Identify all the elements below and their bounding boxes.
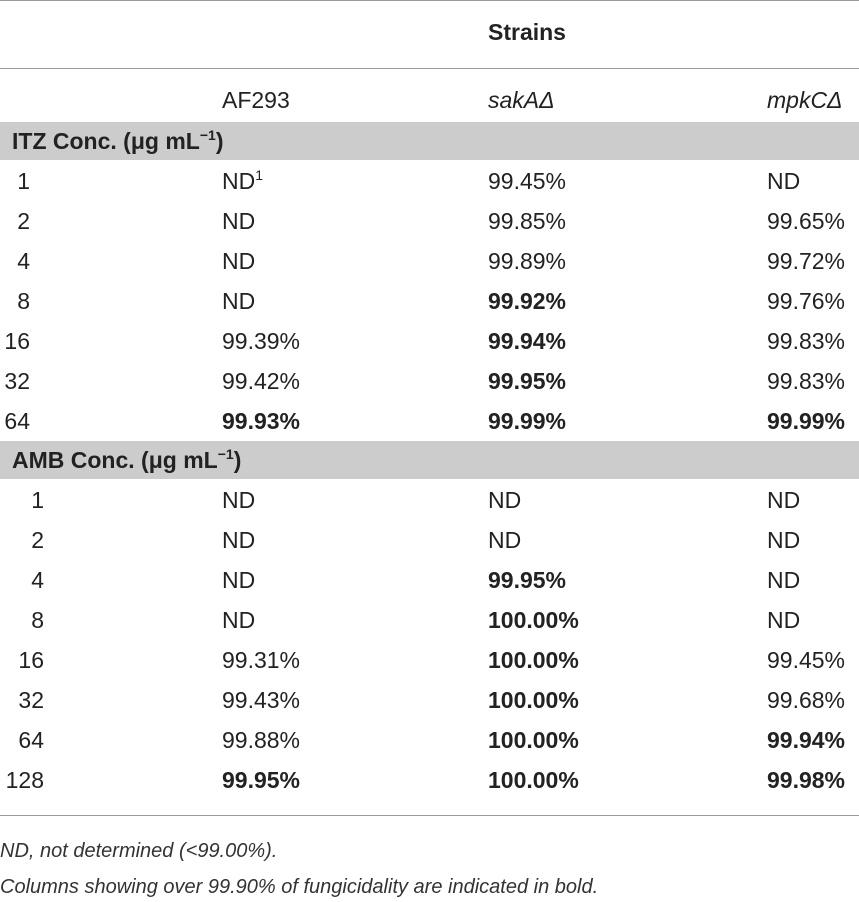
value-cell: ND — [222, 567, 256, 593]
value-cell: 99.88% — [222, 727, 301, 753]
value-cell: ND — [767, 607, 801, 633]
concentration-cell: 32 — [18, 687, 44, 713]
concentration-cell: 1 — [31, 487, 44, 513]
value-cell: 100.00% — [488, 607, 579, 633]
value-cell: 99.85% — [488, 208, 567, 234]
value-cell: 99.92% — [488, 288, 567, 314]
value-cell: 100.00% — [488, 767, 579, 793]
value-cell: 99.65% — [767, 208, 846, 234]
section-label: AMB Conc. (μg $mL^{-1}$) — [12, 446, 242, 473]
concentration-cell: 8 — [31, 607, 44, 633]
value-cell: ND — [488, 487, 522, 513]
value-cell: ND — [222, 208, 256, 234]
value-cell: 99.83% — [767, 328, 846, 354]
concentration-cell: 64 — [18, 727, 44, 753]
value-cell: 99.89% — [488, 248, 567, 274]
value-cell: $ND^1$ — [222, 167, 264, 194]
footnote-marker: 1 — [255, 167, 264, 183]
value-cell: 100.00% — [488, 647, 579, 673]
value-cell: 99.95% — [488, 368, 567, 394]
top-rule — [0, 0, 859, 1]
value-cell: ND — [488, 527, 522, 553]
value-cell: 100.00% — [488, 727, 579, 753]
concentration-cell: 128 — [5, 767, 44, 793]
column-header-mpkc: mpkCΔ — [767, 87, 843, 113]
value-cell: 99.93% — [222, 408, 301, 434]
value-cell: 99.76% — [767, 288, 846, 314]
value-cell: 99.45% — [767, 647, 846, 673]
concentration-cell: 4 — [31, 567, 44, 593]
header-rule — [0, 68, 859, 69]
value-cell: 99.95% — [222, 767, 301, 793]
concentration-cell: 64 — [4, 408, 30, 434]
value-cell: 99.43% — [222, 687, 301, 713]
column-header-saka: sakAΔ — [488, 87, 555, 113]
section-label: ITZ Conc. (μg $mL^{-1}$) — [12, 127, 224, 154]
section-header — [0, 441, 859, 479]
value-cell: 99.31% — [222, 647, 301, 673]
value-cell: ND — [767, 487, 801, 513]
concentration-cell: 1 — [17, 168, 30, 194]
concentration-cell: 16 — [18, 647, 44, 673]
value-cell: 99.94% — [488, 328, 567, 354]
value-cell: 100.00% — [488, 687, 579, 713]
value-cell: ND — [222, 487, 256, 513]
column-header-af293: AF293 — [222, 87, 290, 113]
value-cell: ND — [222, 248, 256, 274]
concentration-cell: 16 — [4, 328, 30, 354]
section-header — [0, 122, 859, 160]
bottom-rule — [0, 815, 859, 816]
strains-title: Strains — [488, 19, 566, 45]
concentration-cell: 32 — [4, 368, 30, 394]
value-cell: ND — [222, 527, 256, 553]
value-cell: ND — [767, 527, 801, 553]
value-cell: 99.98% — [767, 767, 846, 793]
value-cell: 99.99% — [767, 408, 846, 434]
value-cell: ND — [767, 168, 801, 194]
concentration-cell: 2 — [31, 527, 44, 553]
value-cell: 99.72% — [767, 248, 846, 274]
concentration-cell: 4 — [17, 248, 30, 274]
value-cell: 99.68% — [767, 687, 846, 713]
value-cell: 99.83% — [767, 368, 846, 394]
concentration-cell: 8 — [17, 288, 30, 314]
value-cell: 99.99% — [488, 408, 567, 434]
value-cell: 99.95% — [488, 567, 567, 593]
value-cell: ND — [767, 567, 801, 593]
value-cell: 99.39% — [222, 328, 301, 354]
value-cell: 99.94% — [767, 727, 846, 753]
concentration-cell: 2 — [17, 208, 30, 234]
value-cell: 99.45% — [488, 168, 567, 194]
footnote-nd: ND, not determined (<99.00%). — [0, 840, 278, 862]
value-cell: ND — [222, 607, 256, 633]
value-cell: 99.42% — [222, 368, 301, 394]
value-cell: ND — [222, 288, 256, 314]
footnote-bold: Columns showing over 99.90% of fungicidality are indicated in bold. — [0, 876, 599, 898]
